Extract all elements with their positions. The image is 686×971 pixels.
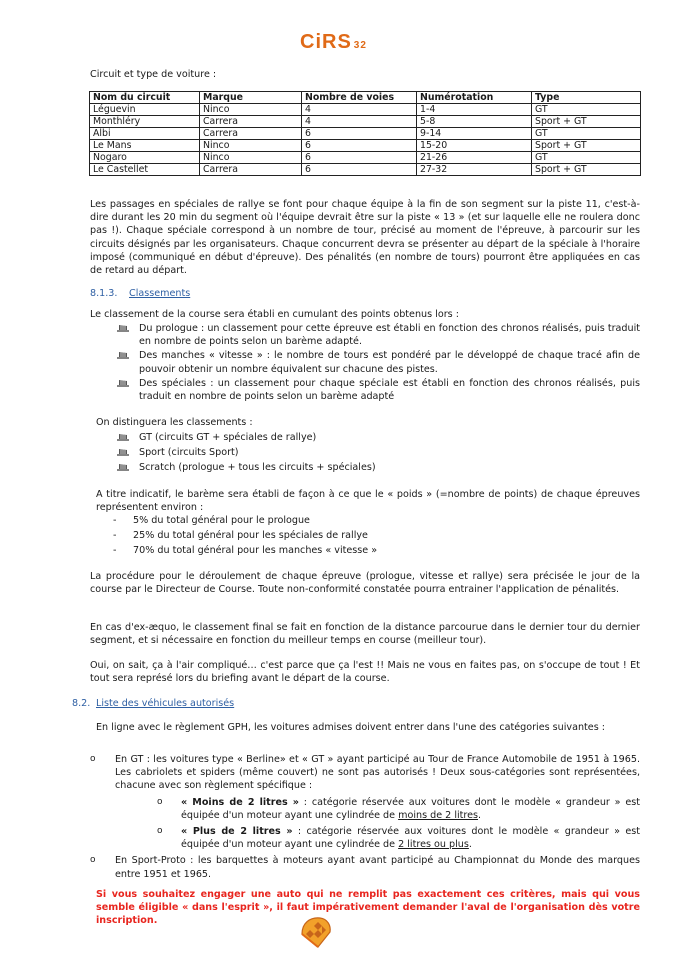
checkered-flag-icon — [116, 462, 130, 472]
checkered-flag-icon — [116, 378, 130, 388]
distinguera-list — [116, 431, 636, 475]
table-cell: 15-20 — [417, 140, 532, 152]
table-cell: Carrera — [200, 128, 302, 140]
table-header-row — [90, 92, 641, 104]
table-cell: Le Mans — [90, 140, 200, 152]
table-row — [90, 164, 641, 176]
intro-label: Circuit et type de voiture : — [90, 69, 217, 80]
classement-intro: Le classement de la course sera établi en cumulant des points obtenus lors : — [90, 309, 459, 320]
table-cell: Sport + GT — [532, 116, 641, 128]
table-cell: Sport + GT — [532, 140, 641, 152]
categories-list — [90, 753, 640, 881]
table-cell: Ninco — [200, 152, 302, 164]
table-cell: 21-26 — [417, 152, 532, 164]
table-cell: Le Castellet — [90, 164, 200, 176]
procedure-paragraph: La procédure pour le déroulement de chaque épreuve (prologue, vitesse et rallye) sera précisée le jour de la course par le Directeur de Course. Toute non-conformité constatée pourra entrainer l'application de pénalités. — [90, 571, 640, 596]
header-cell: Type — [532, 92, 641, 104]
list-item: Du prologue : un classement pour cette épreuve est établi en fonction des chronos réalisés, puis traduit en nombre de points selon un barème adapté. — [116, 322, 640, 348]
table-row — [90, 104, 641, 116]
checkered-flag-icon — [116, 323, 130, 333]
list-item: GT (circuits GT + spéciales de rallye) — [116, 431, 636, 444]
table-cell: Carrera — [200, 164, 302, 176]
table-row — [90, 152, 641, 164]
gt-sublist — [157, 796, 640, 852]
checkered-flag-icon — [116, 432, 130, 442]
checkered-flag-icon — [116, 447, 130, 457]
list-item: - 70% du total général pour les manches « vitesse » — [113, 545, 378, 557]
table-cell: Léguevin — [90, 104, 200, 116]
gph-intro: En ligne avec le règlement GPH, les voitures admises doivent entrer dans l'une des catégories suivantes : — [96, 722, 605, 733]
list-item-sport: o En Sport-Proto : les barquettes à moteurs ayant avant participé au Championnat du Monde des marques entre 1951 et 1965. — [90, 855, 640, 880]
table-cell: Sport + GT — [532, 164, 641, 176]
table-cell: 1-4 — [417, 104, 532, 116]
list-item: o « Plus de 2 litres » : catégorie réservée aux voitures dont le modèle « grandeur » est équipée d'un moteur ayant une cylindrée de 2 litres ou plus. — [157, 826, 640, 851]
warning-paragraph: Si vous souhaitez engager une auto qui ne remplit pas exactement ces critères, mais qui vous semble éligible « dans l'esprit », il faut impérativement demander l'aval de l'organisation dès votre inscription. — [96, 889, 640, 927]
table-row — [90, 140, 641, 152]
header-cell: Marque — [200, 92, 302, 104]
table-cell: Ninco — [200, 140, 302, 152]
section-title: Classements — [129, 288, 191, 299]
classement-list — [116, 322, 640, 403]
exaequo-paragraph: En cas d'ex-æquo, le classement final se fait en fonction de la distance parcourue dans le dernier tour du dernier segment, et si nécessaire en fonction du meilleur temps en course (meilleur tour). — [90, 622, 640, 647]
section-number: 8.1.3. — [90, 288, 118, 299]
table-row — [90, 128, 641, 140]
bareme-intro: A titre indicatif, le barème sera établi de façon à ce que le « poids » (=nombre de points) de chaque épreuves représentent environ : — [96, 489, 640, 514]
table-cell: Monthléry — [90, 116, 200, 128]
cirs-logo — [300, 30, 367, 54]
list-item: Sport (circuits Sport) — [116, 446, 636, 459]
list-item-gt: o En GT : les voitures type « Berline» et « GT » ayant participé au Tour de France Automobile de 1951 à 1965. Les cabriolets et spiders (même couvert) ne sont pas autorisés ! Deux sous-catégories sont représentées, chacune avec son règlement spécifique : o « Moins de 2 litres » : catégorie réservée aux voitures dont le modèle « grandeur » est équipée d'un moteur ayant une cylindrée de moins de 2 litres. o « Plus de 2 litres » : catégorie réservée aux voitures dont le modèle « grandeur » est équipée d'un moteur ayant une cylindrée de 2 litres ou plus. — [90, 754, 640, 851]
bareme-list — [111, 514, 631, 558]
distinguera-intro: On distinguera les classements : — [96, 417, 253, 428]
circuits-table — [89, 91, 641, 176]
header-cell: Nombre de voies — [302, 92, 417, 104]
table-cell: 6 — [302, 140, 417, 152]
logo-text: CiRS 32 — [300, 30, 367, 53]
table-cell: Albi — [90, 128, 200, 140]
section-heading-82 — [72, 698, 234, 709]
section-title: Liste des véhicules autorisés — [96, 698, 235, 709]
list-item: - 25% du total général pour les spéciales de rallye — [113, 530, 368, 542]
table-cell: 4 — [302, 104, 417, 116]
table-cell: 6 — [302, 164, 417, 176]
table-cell: 6 — [302, 152, 417, 164]
table-row — [90, 116, 641, 128]
table-cell: GT — [532, 152, 641, 164]
header-cell: Numérotation — [417, 92, 532, 104]
oui-paragraph: Oui, on sait, ça à l'air compliqué… c'est parce que ça l'est !! Mais ne vous en faites pas, on s'occupe de tout ! Et tout sera représé lors du briefing avant le départ de la course. — [90, 660, 640, 685]
list-item: - 5% du total général pour le prologue — [113, 515, 310, 526]
table-cell: GT — [532, 104, 641, 116]
section-number: 8.2. — [72, 698, 91, 709]
table-cell: 5-8 — [417, 116, 532, 128]
helmet-logo-icon — [298, 914, 334, 950]
table-cell: Carrera — [200, 116, 302, 128]
list-item: o « Moins de 2 litres » : catégorie réservée aux voitures dont le modèle « grandeur » est équipée d'un moteur ayant une cylindrée de moins de 2 litres. — [157, 796, 640, 821]
list-item: Scratch (prologue + tous les circuits + spéciales) — [116, 461, 636, 474]
table-cell: Nogaro — [90, 152, 200, 164]
table-cell: 9-14 — [417, 128, 532, 140]
table-cell: 6 — [302, 128, 417, 140]
table-cell: 27-32 — [417, 164, 532, 176]
table-cell: 4 — [302, 116, 417, 128]
table-cell: GT — [532, 128, 641, 140]
list-item: Des manches « vitesse » : le nombre de tours est pondéré par le développé de chaque tracé afin de pouvoir obtenir un nombre équivalent sur chacune des pistes. — [116, 349, 640, 375]
header-cell: Nom du circuit — [90, 92, 200, 104]
list-item: Des spéciales : un classement pour chaque spéciale est établi en fonction des chronos réalisés, puis traduit en nombre de points selon un barème adapté — [116, 377, 640, 403]
table-cell: Ninco — [200, 104, 302, 116]
rallye-paragraph: Les passages en spéciales de rallye se font pour chaque équipe à la fin de son segment sur la piste 11, c'est-à-dire durant les 20 min du segment où l'équipe devrait être sur la piste « 13 » (et sur laquelle elle ne roulera donc pas !). Chaque spéciale correspond à un nombre de tour, précisé au moment de l'épreuve, à parcourir sur les circuits désignés par les organisateurs. Chaque concurrent devra se présenter au départ de la spéciale à l'horaire imposé (communiqué en début d'épreuve). Des pénalités (en nombre de tours) pourront être appliquées en cas de retard au départ. — [90, 199, 640, 277]
section-heading-813 — [90, 288, 190, 299]
checkered-flag-icon — [116, 350, 130, 360]
